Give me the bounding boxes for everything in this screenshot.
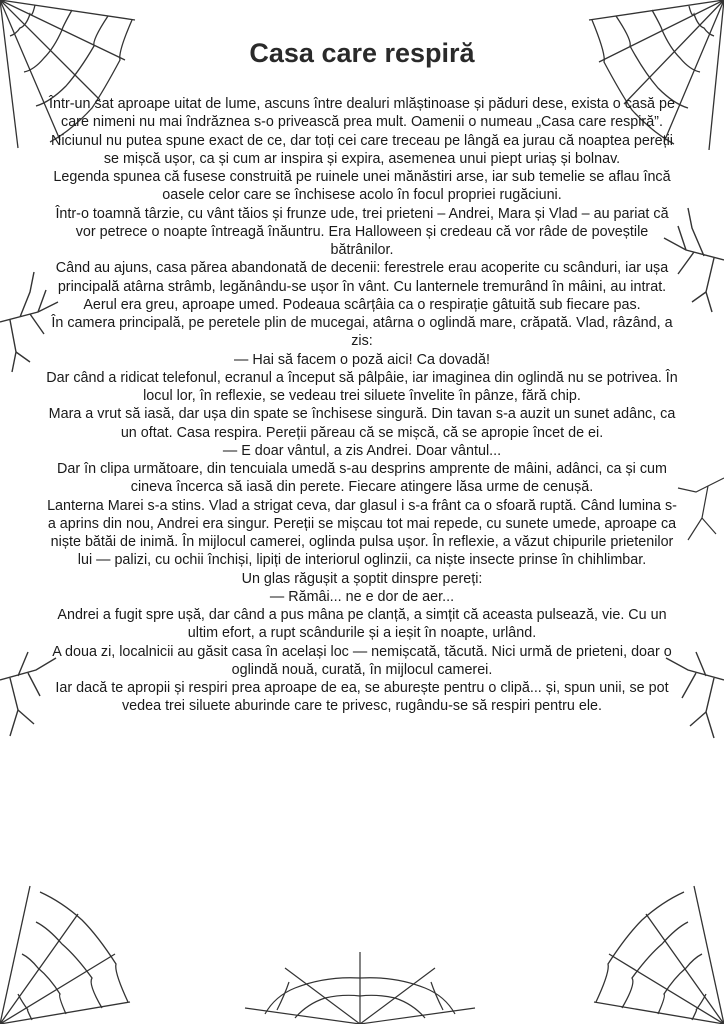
story-paragraph: Iar dacă te apropii și respiri prea aproape de ea, se aburește pentru o clipă... și, spun unii, se pot vedea trei siluete aburinde care te privesc, rugându-se să respiri pentru ele. [55,680,669,715]
story-paragraph: În camera principală, pe peretele plin de mucegai, atârna o oglindă mare, crăpată. Vlad, râzând, a zis: [51,315,673,350]
story-paragraph: Un glas răgușit a șoptit dinspre pereți: [241,570,483,587]
story-body [44,95,680,716]
story-paragraph: Lanterna Marei s-a stins. Vlad a strigat ceva, dar glasul i s-a frânt ca o sfoară ruptă. Când lumina s-a aprins din nou, Andrei era singur. Pereții se mișcau tot mai repede, cu sunete umede, aproape ca niște bătăi de inimă. În mijlocul camerei, oglinda pulsa ușor. În reflexie, a văzut chipurile prietenilor lui — palizi, cu ochii închiși, lipiți de interiorul oglinzii, ca niște insecte prinse în chihlimbar. [47,497,677,569]
spider-web-icon-bottom-right [584,884,724,1024]
story-paragraph: Andrei a fugit spre ușă, dar când a pus mâna pe clanță, a simțit că aceasta pulsează, vie. Cu un ultim efort, a rupt scândurile și a ieșit în noapte, urlând. [57,607,667,642]
story-paragraph: Când au ajuns, casa părea abandonată de decenii: ferestrele erau acoperite cu scânduri, iar ușa principală atârna strâmb, legănându-se ușor în vânt. Cu lanternele tremurând în mâini, au intrat. Aerul era greu, aproape umed. Podeaua scârțâia ca o respirație gâtuită sub fiecare pas. [55,260,669,313]
story-paragraph: Într-un sat aproape uitat de lume, ascuns între dealuri mlăștinoase și păduri dese, exista o casă pe care nimeni nu mai îndrăznea s-o privească prea mult. Oamenii o numeau „Casa care respiră”. Niciunul nu putea spune exact de ce, dar toți cei care treceau pe lângă ea jurau că noaptea pereții se mișcă ușor, ca și cum ar inspira și expira, asemenea unui piept uriaș și bolnav. [49,96,675,167]
spider-web-icon-bottom-left [0,884,140,1024]
page-title: Casa care respiră [249,38,475,68]
story-dialogue: — Hai să facem o poză aici! Ca dovadă! [234,351,490,368]
story-paragraph: Dar în clipa următoare, din tencuiala umedă s-au desprins amprente de mâini, adânci, ca și cum cineva încerca să iasă din perete. Fiecare atingere lăsa urme de cenușă. [57,461,667,496]
story-dialogue: — E doar vântul, a zis Andrei. Doar vântul... [222,442,502,459]
story-dialogue: — Rămâi... ne e dor de aer... [269,588,455,605]
spider-web-icon-bottom-center [225,948,495,1024]
story-paragraph: Într-o toamnă târzie, cu vânt tăios și frunze ude, trei prieteni – Andrei, Mara și Vlad – au pariat că vor petrece o noapte întreagă înăuntru. Era Halloween și credeau că vor râde de poveștile bătrânilor. [55,205,669,258]
story-paragraph: Dar când a ridicat telefonul, ecranul a început să pâlpâie, iar imaginea din oglindă nu se potrivea. În locul lor, în reflexie, se vedeau trei siluete învelite în pânze, fără chip. [46,369,678,404]
story-paragraph: A doua zi, localnicii au găsit casa în același loc — nemișcată, tăcută. Nici urmă de prieteni, doar o oglindă nouă, curată, în mijlocul camerei. [52,643,672,678]
story-paragraph: Mara a vrut să iasă, dar ușa din spate se închisese singură. Din tavan s-a auzit un sunet adânc, ca un oftat. Casa respira. Pereții păreau că se mișcă, că se apropie încet de ei. [48,406,676,441]
story-paragraph: Legenda spunea că fusese construită pe ruinele unei mănăstiri arse, iar sub temelie se aflau încă oasele celor care se închisese acolo în focul propriei rugăciuni. [53,169,671,204]
